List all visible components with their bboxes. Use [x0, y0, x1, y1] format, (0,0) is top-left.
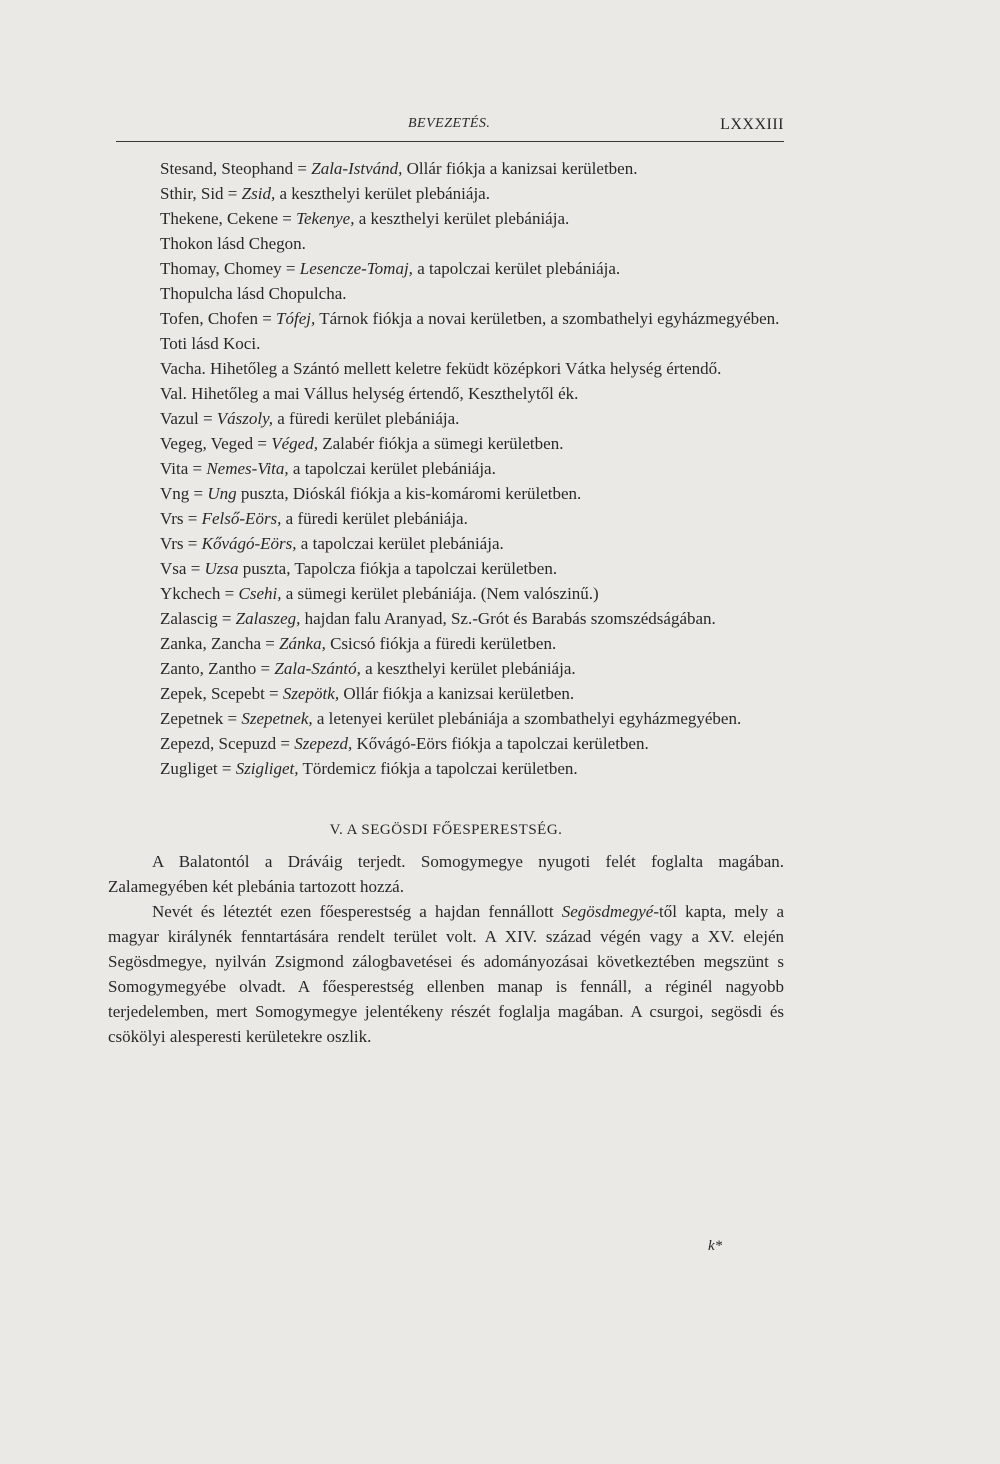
list-item-text-end: puszta, Tapolcza fiókja a tapolczai kerületben.: [238, 559, 558, 578]
list-item-text-end: Kővágó-Eörs fiókja a tapolczai kerületben.: [352, 734, 649, 753]
list-item: [108, 531, 784, 556]
list-item: [108, 656, 784, 681]
paragraph: [108, 849, 784, 899]
list-item-italic: Szigliget,: [235, 759, 299, 778]
list-item-text: Val. Hihetőleg a mai Vállus helység értendő, Keszthelytől ék.: [160, 384, 579, 403]
list-item-text-end: Csicsó fiókja a füredi kerületben.: [325, 634, 557, 653]
page-number: LXXXIII: [720, 116, 784, 133]
page-body: [108, 156, 784, 1049]
list-item: [108, 706, 784, 731]
list-item: [108, 331, 784, 356]
section-paragraphs: [108, 849, 784, 1049]
running-header: [116, 113, 784, 142]
list-item-italic: Véged,: [271, 434, 318, 453]
list-item-text: Vrs =: [160, 534, 202, 553]
list-item: [108, 481, 784, 506]
list-item-text: Vazul =: [160, 409, 217, 428]
list-item-text-end: a füredi kerület plebániája.: [273, 409, 460, 428]
list-item: [108, 281, 784, 306]
list-item-text: Zanka, Zancha =: [160, 634, 280, 653]
list-item: [108, 681, 784, 706]
list-item-text: Sthir, Sid =: [160, 184, 242, 203]
list-item-text: Zepezd, Scepuzd =: [160, 734, 295, 753]
list-item-italic: Ung: [207, 484, 237, 503]
list-item-text-end: Zalabér fiókja a sümegi kerületben.: [317, 434, 564, 453]
list-item-text: Thopulcha lásd Chopulcha.: [160, 284, 347, 303]
list-item: [108, 156, 784, 181]
list-item-text: Toti lásd Koci.: [160, 334, 261, 353]
list-item: [108, 181, 784, 206]
list-item-text-end: Ollár fiókja a kanizsai kerületben.: [402, 159, 638, 178]
list-item-italic: Szepötk,: [282, 684, 340, 703]
list-item-text-end: puszta, Dióskál fiókja a kis-komáromi kerületben.: [236, 484, 582, 503]
list-item-italic: Lesencze-Tomaj,: [299, 259, 413, 278]
list-item-italic: Csehi,: [238, 584, 282, 603]
list-item: [108, 356, 784, 381]
list-item-italic: Tekenye,: [296, 209, 355, 228]
list-item: [108, 556, 784, 581]
list-item-italic: Felső-Eörs,: [201, 509, 282, 528]
list-item-text: Zanto, Zantho =: [160, 659, 275, 678]
list-item-text: Zepek, Scepebt =: [160, 684, 283, 703]
list-item-italic: Vászoly,: [216, 409, 273, 428]
paragraph-text: Nevét és léteztét ezen főesperestség a hajdan fennállott: [152, 902, 562, 921]
list-item: [108, 731, 784, 756]
list-item-text: Vegeg, Veged =: [160, 434, 272, 453]
entry-list: [108, 156, 784, 781]
list-item-text-end: hajdan falu Aranyad, Sz.-Grót és Barabás szomszédságában.: [300, 609, 716, 628]
list-item-text: Vrs =: [160, 509, 202, 528]
list-item: [108, 756, 784, 781]
list-item-italic: Zánka,: [279, 634, 326, 653]
list-item-text-end: Ollár fiókja a kanizsai kerületben.: [339, 684, 575, 703]
list-item: [108, 606, 784, 631]
list-item-text: Zalascig =: [160, 609, 236, 628]
list-item-text: Vsa =: [160, 559, 205, 578]
list-item-italic: Uzsa: [204, 559, 239, 578]
list-item-text-end: a keszthelyi kerület plebániája.: [354, 209, 570, 228]
list-item-text-end: a tapolczai kerület plebániája.: [288, 459, 496, 478]
list-item: [108, 206, 784, 231]
list-item-italic: Szepetnek,: [241, 709, 313, 728]
list-item-text: Thokon lásd Chegon.: [160, 234, 306, 253]
list-item-text: Vacha. Hihetőleg a Szántó mellett keletre feküdt középkori Vátka helység értendő.: [160, 359, 722, 378]
list-item-text-end: a tapolczai kerület plebániája.: [412, 259, 621, 278]
list-item-text-end: Tárnok fiókja a novai kerületben, a szombathelyi egyházmegyében.: [315, 309, 780, 328]
list-item: [108, 581, 784, 606]
paragraph: [108, 899, 784, 1049]
list-item-text-end: a sümegi kerület plebániája. (Nem valószinű.): [281, 584, 599, 603]
list-item-text-end: a keszthelyi kerület plebániája.: [275, 184, 490, 203]
list-item: [108, 306, 784, 331]
list-item: [108, 631, 784, 656]
header-title: BEVEZETÉS.: [408, 116, 491, 131]
paragraph-text-end: -től kapta, mely a magyar királynék fenntartására rendelt terület volt. A XIV. század végén vagy a XV. elején Segösdmegye, nyilván Zsigmond zálogbavetései és adományozásai következtében megszünt s Somogymegyébe olvadt. A főesperestség ellenben manap is fennáll, a réginél nagyobb terjedelemben, mert Somogymegye jelentékeny részét foglalja magában. A csurgoi, segösdi és csökölyi alesperesti kerületekre oszlik.: [108, 902, 784, 1046]
list-item-text: Vita =: [160, 459, 207, 478]
list-item-italic: Nemes-Vita,: [206, 459, 289, 478]
list-item: [108, 256, 784, 281]
list-item-italic: Zalaszeg,: [235, 609, 301, 628]
list-item-text: Thekene, Cekene =: [160, 209, 297, 228]
list-item-italic: Zala-Istvánd,: [311, 159, 403, 178]
list-item-italic: Szepezd,: [294, 734, 353, 753]
list-item-italic: Zala-Szántó,: [274, 659, 361, 678]
list-item-text: Stesand, Steophand =: [160, 159, 312, 178]
paragraph-text: A Balatontól a Dráváig terjedt. Somogymegye nyugoti felét foglalta magában. Zalamegyében két plebánia tartozott hozzá.: [108, 852, 784, 896]
list-item: [108, 506, 784, 531]
list-item-text-end: a letenyei kerület plebániája a szombathelyi egyházmegyében.: [312, 709, 742, 728]
list-item-text: Tofen, Chofen =: [160, 309, 277, 328]
list-item-text: Thomay, Chomey =: [160, 259, 300, 278]
list-item: [108, 431, 784, 456]
list-item-italic: Zsid,: [241, 184, 276, 203]
list-item-text: Zepetnek =: [160, 709, 242, 728]
list-item-text-end: Tördemicz fiókja a tapolczai kerületben.: [298, 759, 578, 778]
list-item-text-end: a füredi kerület plebániája.: [281, 509, 468, 528]
list-item-text-end: a tapolczai kerület plebániája.: [296, 534, 504, 553]
list-item: [108, 406, 784, 431]
signature-mark: k*: [708, 1238, 723, 1254]
list-item-italic: Tófej,: [276, 309, 316, 328]
list-item: [108, 231, 784, 256]
list-item-text: Zugliget =: [160, 759, 236, 778]
list-item-text: Vng =: [160, 484, 208, 503]
list-item-italic: Kővágó-Eörs,: [201, 534, 297, 553]
paragraph-italic: Segösdmegyé: [561, 902, 654, 921]
list-item: [108, 456, 784, 481]
list-item: [108, 381, 784, 406]
list-item-text: Ykchech =: [160, 584, 239, 603]
list-item-text-end: a keszthelyi kerület plebániája.: [360, 659, 576, 678]
section-heading: V. A SEGÖSDI FŐESPERESTSÉG.: [329, 822, 563, 838]
